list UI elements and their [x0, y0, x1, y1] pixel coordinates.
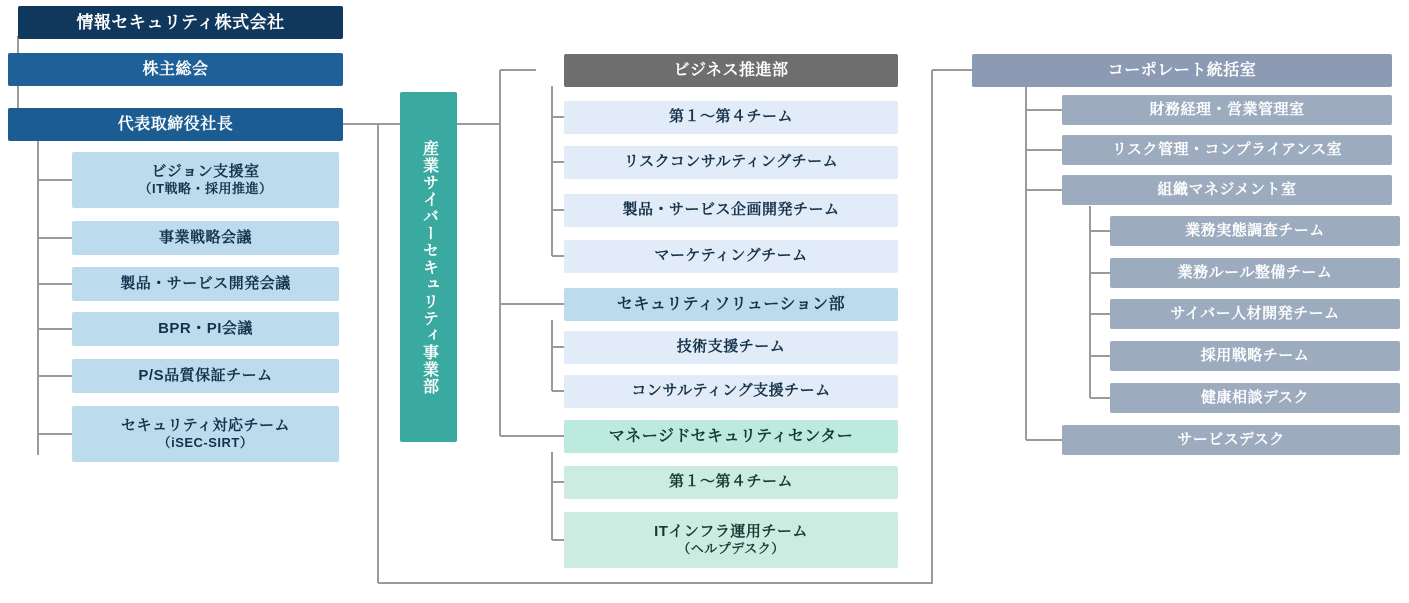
node-technical-support-team[interactable]	[564, 331, 898, 364]
node-operations-survey-team-label: 業務実態調査チーム	[1185, 221, 1325, 239]
node-industrial-cyber-division-label: 産業サイバーセキュリティ事業部	[420, 139, 438, 395]
node-president[interactable]	[8, 108, 343, 141]
node-product-service-planning-team-label: 製品・サービス企画開発チーム	[622, 201, 840, 219]
node-health-consultation-desk[interactable]	[1110, 383, 1400, 413]
node-product-service-dev-meeting[interactable]	[72, 267, 339, 301]
node-org-management-office-label: 組織マネジメント室	[1157, 180, 1297, 198]
node-cyber-hr-development-team-label: サイバー人材開発チーム	[1170, 304, 1340, 322]
node-teams-1-4-a[interactable]	[564, 101, 898, 134]
node-business-strategy-meeting[interactable]	[72, 221, 339, 255]
node-teams-1-4-b-label: 第１〜第４チーム	[668, 473, 793, 491]
node-operations-rule-team[interactable]	[1110, 258, 1400, 288]
node-managed-security-center[interactable]	[564, 420, 898, 453]
node-shareholders-meeting-label: 株主総会	[142, 60, 209, 78]
node-security-response-team[interactable]	[72, 406, 339, 462]
node-risk-compliance-office-label: リスク管理・コンプライアンス室	[1111, 140, 1343, 158]
node-it-infra-ops-team-sublabel: （ヘルプデスク）	[677, 541, 785, 557]
node-technical-support-team-label: 技術支援チーム	[676, 338, 786, 356]
node-bpr-pi-meeting-label: BPR・PI会議	[158, 319, 253, 337]
node-bpr-pi-meeting[interactable]	[72, 312, 339, 346]
node-recruiting-strategy-team[interactable]	[1110, 341, 1400, 371]
node-risk-consulting-team[interactable]	[564, 146, 898, 179]
node-business-strategy-meeting-label: 事業戦略会議	[158, 228, 252, 246]
node-business-promotion-dept-label: ビジネス推進部	[673, 61, 789, 79]
node-industrial-cyber-division[interactable]	[400, 92, 457, 442]
node-corporate-division[interactable]	[972, 54, 1392, 87]
node-product-service-planning-team[interactable]	[564, 194, 898, 227]
node-ps-quality-assurance-team-label: P/S品質保証チーム	[138, 366, 273, 384]
node-company-label: 情報セキュリティ株式会社	[76, 12, 285, 32]
node-managed-security-center-label: マネージドセキュリティセンター	[608, 427, 854, 445]
node-finance-accounting-sales-admin-label: 財務経理・営業管理室	[1149, 100, 1305, 118]
node-it-infra-ops-team[interactable]	[564, 512, 898, 568]
node-security-solution-dept[interactable]	[564, 288, 898, 321]
node-corporate-division-label: コーポレート統括室	[1107, 61, 1257, 79]
node-recruiting-strategy-team-label: 採用戦略チーム	[1200, 346, 1310, 364]
node-finance-accounting-sales-admin[interactable]	[1062, 95, 1392, 125]
node-vision-support-office-label: ビジョン支援室	[151, 162, 260, 180]
node-shareholders-meeting[interactable]	[8, 53, 343, 86]
node-teams-1-4-b[interactable]	[564, 466, 898, 499]
node-teams-1-4-a-label: 第１〜第４チーム	[668, 108, 793, 126]
node-marketing-team-label: マーケティングチーム	[654, 247, 808, 265]
node-product-service-dev-meeting-label: 製品・サービス開発会議	[120, 274, 291, 292]
node-company[interactable]	[18, 6, 343, 39]
node-vision-support-office[interactable]	[72, 152, 339, 208]
node-consulting-support-team[interactable]	[564, 375, 898, 408]
node-org-management-office[interactable]	[1062, 175, 1392, 205]
node-president-label: 代表取締役社長	[117, 115, 234, 133]
node-consulting-support-team-label: コンサルティング支援チーム	[631, 382, 831, 400]
node-operations-rule-team-label: 業務ルール整備チーム	[1177, 263, 1333, 281]
node-security-solution-dept-label: セキュリティソリューション部	[616, 295, 846, 313]
node-service-desk-label: サービスデスク	[1177, 430, 1285, 448]
node-marketing-team[interactable]	[564, 240, 898, 273]
node-risk-compliance-office[interactable]	[1062, 135, 1392, 165]
node-security-response-team-sublabel: （iSEC-SIRT）	[157, 435, 254, 451]
node-risk-consulting-team-label: リスクコンサルティングチーム	[623, 153, 839, 171]
node-service-desk[interactable]	[1062, 425, 1400, 455]
node-it-infra-ops-team-label: ITインフラ運用チーム	[654, 522, 808, 540]
node-ps-quality-assurance-team[interactable]	[72, 359, 339, 393]
node-business-promotion-dept[interactable]	[564, 54, 898, 87]
node-vision-support-office-sublabel: （IT戦略・採用推進）	[138, 181, 273, 197]
node-health-consultation-desk-label: 健康相談デスク	[1201, 388, 1309, 406]
node-security-response-team-label: セキュリティ対応チーム	[120, 416, 290, 434]
node-cyber-hr-development-team[interactable]	[1110, 299, 1400, 329]
node-operations-survey-team[interactable]	[1110, 216, 1400, 246]
